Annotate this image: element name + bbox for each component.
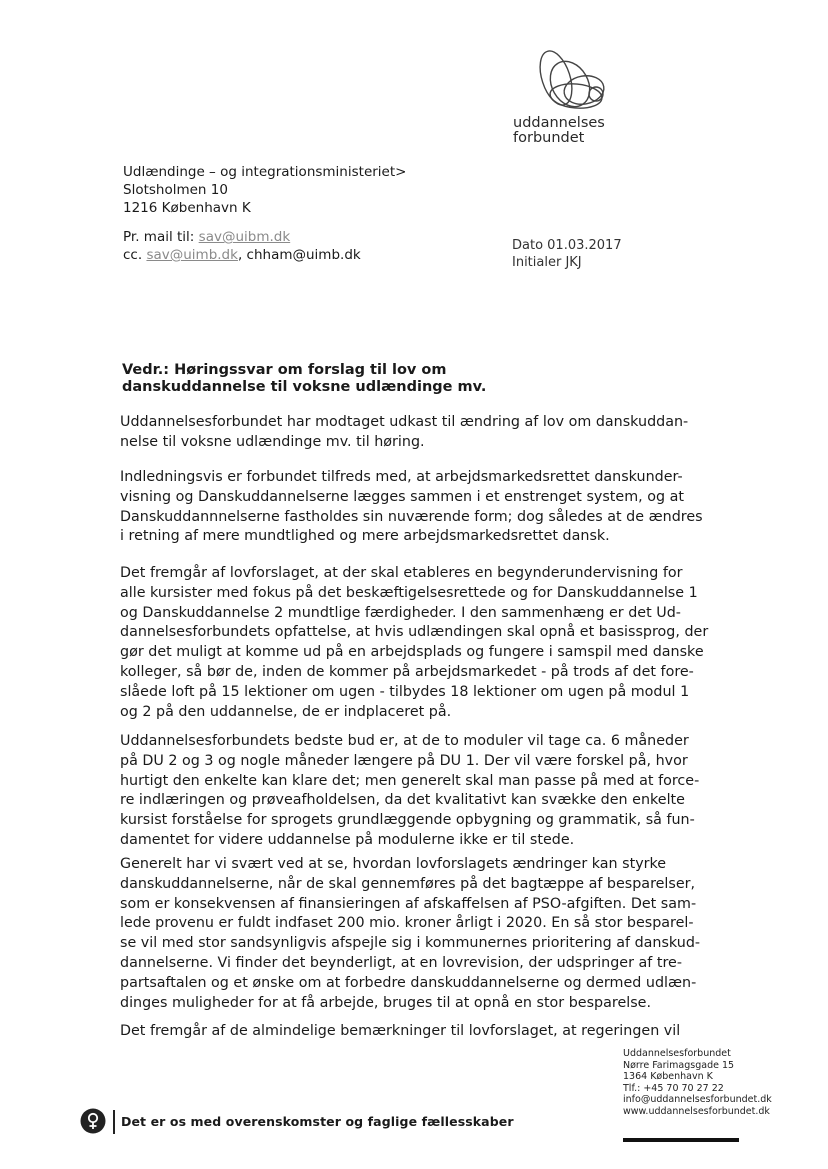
footer-contact	[623, 1048, 772, 1118]
footer-slogan: Det er os med overenskomster og faglige fællesskaber	[121, 1114, 514, 1129]
footer-web: www.uddannelsesforbundet.dk	[623, 1105, 770, 1117]
mail-to-label: Pr. mail til:	[123, 229, 195, 245]
paragraph-1: Uddannelsesforbundet har modtaget udkast til ændring af lov om danskuddan- nelse til voksne udlændinge mv. til høring.	[120, 414, 689, 450]
recipient-city: 1216 København K	[123, 200, 251, 216]
footer-org: Uddannelsesforbundet	[623, 1048, 731, 1059]
uddannelsesforbundet-logo-icon	[534, 44, 610, 114]
paragraph-2: Indledningsvis er forbundet tilfreds med, at arbejdsmarkedsrettet danskunder- visning og Danskuddannelserne lægges sammen i et enstrenget system, og at Danskuddannnelserne fastholdes sin nuværende form; dog således at de ændres i retning af mere mundtlighed og mere arbejdsmarkedsrettet dansk.	[120, 469, 703, 545]
footer-emblem-icon	[80, 1108, 106, 1134]
footer-street: Nørre Farimagsgade 15	[623, 1059, 735, 1071]
letter-subject: Vedr.: Høringssvar om forslag til lov om danskuddannelse til voksne udlændinge mv.	[122, 362, 487, 395]
logo-wordmark: uddannelses forbundet	[513, 115, 605, 146]
paragraph-6: Det fremgår af de almindelige bemærkninger til lovforslaget, at regeringen vil	[120, 1023, 681, 1039]
date-block	[512, 237, 622, 271]
mail-cc-link-1[interactable]: sav@uimb.dk	[146, 247, 238, 263]
paragraph-3: Det fremgår af lovforslaget, at der skal etableres en begynderundervisning for alle kursister med fokus på det beskæftigelsesrettede og for Danskuddannelse 1 og Danskuddannelse 2 mundtlige færdigheder. I den sammenhæng er det Ud- dannelsesforbundets opfattelse, at hvis udlændingen skal opnå et basissprog, der gør det muligt at komme ud på en arbejdsplads og fungere i samspil med danske kolleger, så bør de, inden de kommer på arbejdsmarkedet - på trods af det fore- slåede loft på 15 lektioner om ugen - tilbydes 18 lektioner om ugen på modul 1 og 2 på den uddannelse, de er indplaceret på.	[120, 565, 709, 720]
letter-date: Dato 01.03.2017	[512, 238, 622, 253]
mail-recipients	[123, 228, 361, 264]
footer-phone: Tlf.: +45 70 70 27 22	[623, 1082, 724, 1094]
recipient-address	[123, 163, 406, 217]
mail-cc-separator: ,	[237, 247, 243, 263]
recipient-street: Slotsholmen 10	[123, 182, 228, 198]
footer-divider	[623, 1138, 739, 1142]
paragraph-4: Uddannelsesforbundets bedste bud er, at de to moduler vil tage ca. 6 måneder på DU 2 og 3 og nogle måneder længere på DU 1. Der vil være forskel på, hvor hurtigt den enkelte kan klare det; men generelt skal man passe på med at force- re indlæringen og prøveafholdelsen, da det kvalitativt kan svække den enkelte kursist forståelse for sprogets grundlæggende opbygning og grammatik, så fun- damentet for videre uddannelse på modulerne ikke er til stede.	[120, 733, 700, 848]
footer-city: 1364 København K	[623, 1071, 713, 1083]
recipient-name: Udlændinge – og integrationsministeriet>	[123, 164, 407, 180]
letter-initials: Initialer JKJ	[512, 255, 582, 270]
mail-cc-label: cc.	[123, 247, 143, 263]
mail-cc-address-2: chham@uimb.dk	[246, 247, 361, 263]
mail-to-link[interactable]: sav@uibm.dk	[198, 229, 291, 245]
footer-separator	[113, 1110, 115, 1134]
paragraph-5: Generelt har vi svært ved at se, hvordan lovforslagets ændringer kan styrke danskuddannelserne, når de skal gennemføres på det bagtæppe af besparelser, som er konsekvensen af finansieringen af afskaffelsen af PSO-afgiften. Det sam- lede provenu er fuldt indfaset 200 mio. kroner årligt i 2020. En så stor besparel- se vil med stor sandsynligvis afspejle sig i kommunernes prioritering af danskud- dannelserne. Vi finder det beynderligt, at en lovrevision, der udspringer af tre- partsaftalen og et ønske om at forbedre danskuddannelserne og dermed udlæn- dinges muligheder for at få arbejde, bruges til at opnå en stor besparelse.	[120, 856, 701, 1011]
footer-email: info@uddannelsesforbundet.dk	[623, 1094, 772, 1106]
